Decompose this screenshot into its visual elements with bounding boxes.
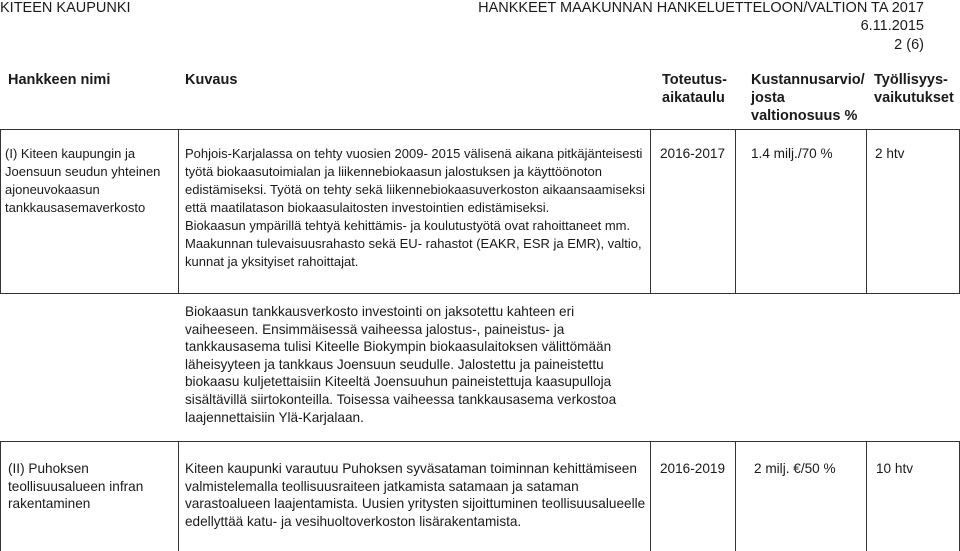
row-2-divider <box>735 441 736 551</box>
row-1-project-name: (I) Kiteen kaupungin ja Joensuun seudun yhteinen ajoneuvokaasun tankkausasemaverkosto <box>5 146 161 215</box>
row-1-schedule: 2016-2017 <box>660 146 726 161</box>
row-1-top-border <box>0 129 960 130</box>
row-2-jobs: 10 htv <box>876 461 914 476</box>
row-1-divider <box>735 129 736 294</box>
column-header-description: Kuvaus <box>185 72 238 88</box>
row-1-description-continued: Biokaasun tankkausverkosto investointi on jaksotettu kahteen eri vaiheeseen. Ensimmäisessä vaiheessa jalostus-, paineistus- ja tankkausasema tulisi Kiteelle Biokympin biokaasulaitoksen välittömään läheisyyteen ja tankkaus Joensuun seudulle. Jalostettu ja paineistettu biokaasu kuljetettaisiin Kiteeltä Joensuuhun paineistettuja kaasupulloja sisältävillä siirtokonteilla. Toisessa vaiheessa tankkausasema verkostoa laajennettaisiin Ylä-Karjalaan. <box>185 304 617 425</box>
row-1-divider <box>178 129 179 294</box>
row-2-divider <box>650 441 651 551</box>
row-2-schedule: 2016-2019 <box>660 461 726 476</box>
description-paragraph: Pohjois-Karjalassa on tehty vuosien 2009- 2015 välisenä aikana pitkäjänteisesti työtä biokaasutoimialan ja liikennebiokaasun jalostuksen ja käyttöönoton edistämiseksi. Työtä on tehty sekä liikennebiokaasuverkoston aikaansaamiseksi että maatilatason biokaasulaitosten investointien edistämiseksi. <box>185 146 646 215</box>
row-1-divider <box>650 129 651 294</box>
row-2-divider <box>178 441 179 551</box>
document-date: 6.11.2015 <box>860 18 924 34</box>
row-2-project-name: (II) Puhoksen teollisuusalueen infran rakentaminen <box>8 461 144 512</box>
organization-name: KITEEN KAUPUNKI <box>0 0 131 16</box>
row-2-cost: 2 milj. €/50 % <box>754 461 836 476</box>
row-1-divider <box>0 129 1 294</box>
document-title: HANKKEET MAAKUNNAN HANKELUETTELOON/VALTION TA 2017 <box>478 0 924 16</box>
column-header-jobs: Työllisyys- vaikutukset <box>874 72 954 106</box>
row-2-divider <box>0 441 1 551</box>
page-number: 2 (6) <box>894 37 924 53</box>
row-1-cost: 1.4 milj./70 % <box>751 146 833 161</box>
row-2-top-border <box>0 441 960 442</box>
row-1-bottom-border <box>0 293 960 294</box>
column-header-cost: Kustannusarvio/ josta valtionosuus % <box>751 72 865 124</box>
row-2-description: Kiteen kaupunki varautuu Puhoksen syväsataman toiminnan kehittämiseen valmistelemalla teollisuusraiteen jatkamista satamaan ja sataman varastoalueen laajentamista. Uusien yritysten sijoittuminen teollisuusalueelle edellyttää katu- ja vesihuoltoverkoston lisärakentamista. <box>185 461 646 529</box>
row-1-jobs: 2 htv <box>875 146 905 161</box>
column-header-schedule: Toteutus- aikataulu <box>662 72 727 106</box>
row-1-description <box>185 145 647 271</box>
description-paragraph: Biokaasun ympärillä tehtyä kehittämis- ja koulutustyötä ovat rahoittaneet mm. Maakunnan tulevaisuusrahasto sekä EU- rahastot (EAKR, ESR ja EMR), valtio, kunnat ja yksityiset rahoittajat. <box>185 218 642 269</box>
row-1-divider <box>866 129 867 294</box>
row-2-divider <box>866 441 867 551</box>
column-header-name: Hankkeen nimi <box>8 72 111 88</box>
